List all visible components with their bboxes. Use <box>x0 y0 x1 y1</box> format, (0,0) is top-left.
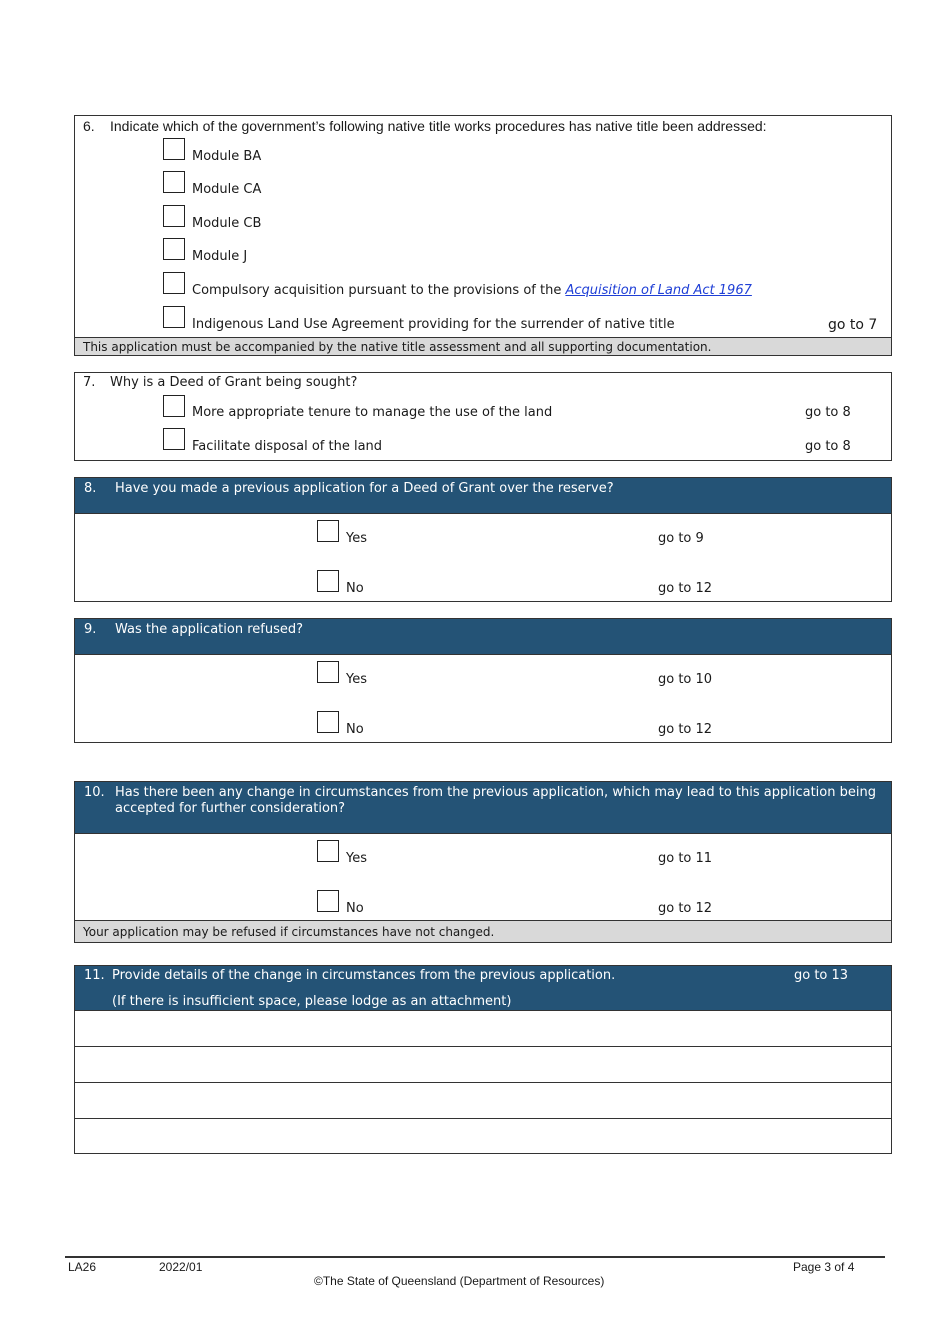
q11-number: 11. <box>84 968 105 983</box>
footer-form-code: LA26 <box>68 1260 97 1274</box>
q6-note-bar <box>75 337 891 355</box>
q10-no-checkbox[interactable] <box>317 890 339 912</box>
q9-no-label: No <box>346 722 364 737</box>
q8-no-goto: go to 12 <box>658 581 713 596</box>
q9-number: 9. <box>84 622 97 637</box>
q6-option-module-ca: Module CA <box>192 182 262 197</box>
q11-hint: (If there is insufficient space, please lodge as an attachment) <box>112 994 512 1009</box>
q8-yes-goto: go to 9 <box>658 531 704 546</box>
q11-goto: go to 13 <box>794 968 849 983</box>
q10-header <box>75 782 891 834</box>
q11-question: Provide details of the change in circumstances from the previous application. <box>112 968 616 983</box>
q6-checkbox-compulsory-acquisition[interactable] <box>163 272 185 294</box>
q6-question: Indicate which of the government’s following native title works procedures has native title been addressed: <box>110 118 767 134</box>
q6-checkbox-ilua[interactable] <box>163 306 185 328</box>
q11-answer-line-1[interactable] <box>75 1011 891 1047</box>
q7-question: Why is a Deed of Grant being sought? <box>110 375 358 390</box>
q10-number: 10. <box>84 785 105 800</box>
q6-checkbox-module-j[interactable] <box>163 238 185 260</box>
q11-answer-line-2[interactable] <box>75 1047 891 1083</box>
q11-answer-line-4[interactable] <box>75 1119 891 1153</box>
q9-no-checkbox[interactable] <box>317 711 339 733</box>
q6-number: 6. <box>83 118 95 134</box>
q6-note: This application must be accompanied by the native title assessment and all supporting documentation. <box>83 340 712 354</box>
q10-section <box>74 781 892 943</box>
q10-note: Your application may be refused if circumstances have not changed. <box>83 925 495 939</box>
q9-no-goto: go to 12 <box>658 722 713 737</box>
q9-yes-checkbox[interactable] <box>317 661 339 683</box>
q8-yes-label: Yes <box>346 531 367 546</box>
q6-option-ilua: Indigenous Land Use Agreement providing for the surrender of native title <box>192 317 675 332</box>
q10-yes-label: Yes <box>346 851 367 866</box>
q8-no-checkbox[interactable] <box>317 570 339 592</box>
footer-version: 2022/01 <box>159 1260 203 1274</box>
q7-goto-1: go to 8 <box>805 405 851 420</box>
q10-question-line1: Has there been any change in circumstances from the previous application, which may lead to this application being <box>115 785 876 800</box>
q8-yes-checkbox[interactable] <box>317 520 339 542</box>
footer-divider <box>65 1256 885 1258</box>
q7-checkbox-facilitate-disposal[interactable] <box>163 428 185 450</box>
q11-section <box>74 965 892 1154</box>
q7-option-appropriate-tenure: More appropriate tenure to manage the use of the land <box>192 405 553 420</box>
q10-note-bar <box>75 920 891 942</box>
q8-number: 8. <box>84 481 97 496</box>
q6-option-compulsory-acquisition <box>192 283 752 299</box>
q6-goto: go to 7 <box>828 317 878 333</box>
q10-yes-goto: go to 11 <box>658 851 713 866</box>
q8-no-label: No <box>346 581 364 596</box>
q8-header <box>75 478 891 514</box>
q6-section <box>74 115 892 356</box>
q7-number: 7. <box>83 375 96 390</box>
q6-option-module-cb: Module CB <box>192 216 262 231</box>
q7-option-facilitate-disposal: Facilitate disposal of the land <box>192 439 383 454</box>
q9-question: Was the application refused? <box>115 622 303 637</box>
q10-no-label: No <box>346 901 364 916</box>
q8-section <box>74 477 892 602</box>
q6-checkbox-module-ba[interactable] <box>163 138 185 160</box>
q11-answer-line-3[interactable] <box>75 1083 891 1119</box>
footer-page-number: Page 3 of 4 <box>793 1260 855 1274</box>
q10-yes-checkbox[interactable] <box>317 840 339 862</box>
q9-header <box>75 619 891 655</box>
q6-option-module-j: Module J <box>192 249 248 264</box>
q7-section <box>74 372 892 461</box>
q6-option-module-ba: Module BA <box>192 149 262 164</box>
q9-yes-goto: go to 10 <box>658 672 713 687</box>
q9-section <box>74 618 892 743</box>
q9-yes-label: Yes <box>346 672 367 687</box>
q10-no-goto: go to 12 <box>658 901 713 916</box>
q7-checkbox-appropriate-tenure[interactable] <box>163 395 185 417</box>
q10-question-line2: accepted for further consideration? <box>115 801 346 816</box>
q11-header <box>75 966 891 1011</box>
acquisition-of-land-act-link[interactable]: Acquisition of Land Act 1967 <box>565 283 752 298</box>
q6-checkbox-module-ca[interactable] <box>163 171 185 193</box>
q6-checkbox-module-cb[interactable] <box>163 205 185 227</box>
q6-option-compulsory-acquisition-text: Compulsory acquisition pursuant to the provisions of the <box>192 283 566 298</box>
q7-goto-2: go to 8 <box>805 439 851 454</box>
footer-copyright: ©The State of Queensland (Department of Resources) <box>314 1274 605 1288</box>
q8-question: Have you made a previous application for a Deed of Grant over the reserve? <box>115 481 614 496</box>
